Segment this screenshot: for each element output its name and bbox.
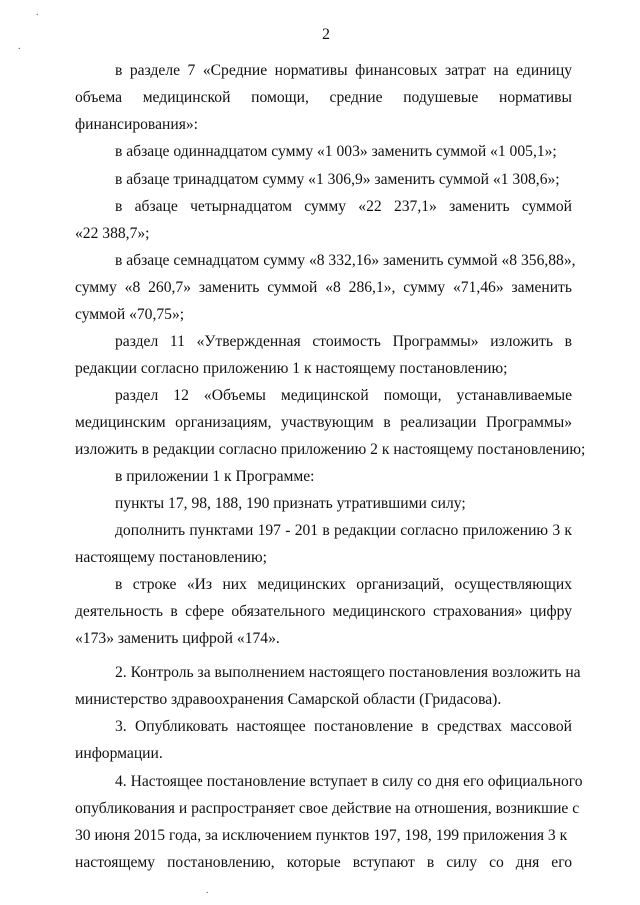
text-line: финансирования»:	[75, 116, 198, 133]
text-line: раздел 12 «Объемы медицинской помощи, устанавливаемые	[115, 387, 572, 404]
scan-speck: .	[18, 41, 21, 52]
text-line: «22 388,7»;	[75, 225, 150, 242]
text-line: в разделе 7 «Средние нормативы финансовых затрат на единицу	[115, 62, 572, 79]
text-line: 3. Опубликовать настоящее постановление в средствах массовой	[115, 718, 572, 735]
text-line: в приложении 1 к Программе:	[115, 468, 315, 485]
text-line: 2. Контроль за выполнением настоящего постановления возложить на	[115, 664, 581, 681]
text-line: в абзаце одиннадцатом сумму «1 003» заменить суммой «1 005,1»;	[115, 143, 557, 160]
text-line: раздел 11 «Утвержденная стоимость Программы» изложить в	[115, 333, 572, 350]
text-line: 4. Настоящее постановление вступает в силу со дня его официального	[115, 773, 583, 790]
text-line: медицинским организациям, участвующим в реализации Программы»	[75, 414, 572, 431]
text-line: опубликования и распространяет свое действие на отношения, возникшие с	[75, 800, 580, 817]
text-line: в абзаце тринадцатом сумму «1 306,9» заменить суммой «1 308,6»;	[115, 171, 560, 188]
text-line: суммой «70,75»;	[75, 306, 185, 323]
text-line: 30 июня 2015 года, за исключением пунктов 197, 198, 199 приложения 3 к	[75, 827, 568, 844]
text-line: сумму «8 260,7» заменить суммой «8 286,1», сумму «71,46» заменить	[75, 279, 572, 296]
text-line: «173» заменить цифрой «174».	[75, 630, 280, 647]
text-line: деятельность в сфере обязательного медицинского страхования» цифру	[75, 603, 572, 620]
text-line: в абзаце четырнадцатом сумму «22 237,1» заменить суммой	[115, 198, 572, 215]
text-line: министерство здравоохранения Самарской области (Гридасова).	[75, 691, 502, 708]
text-line: информации.	[75, 745, 163, 762]
text-line: редакции согласно приложению 1 к настоящему постановлению;	[75, 360, 508, 377]
scan-speck: .	[36, 7, 39, 18]
scan-speck: .	[206, 885, 209, 896]
text-line: объема медицинской помощи, средние подушевые нормативы	[75, 89, 572, 106]
text-line: настоящему постановлению;	[75, 549, 268, 566]
text-line: в строке «Из них медицинских организаций, осуществляющих	[115, 576, 572, 593]
text-line: изложить в редакции согласно приложению 2 к настоящему постановлению;	[75, 441, 586, 458]
text-line: настоящему постановлению, которые вступают в силу со дня его	[75, 854, 572, 871]
page-number: 2	[322, 26, 330, 43]
text-line: пункты 17, 98, 188, 190 признать утратившими силу;	[115, 495, 466, 512]
text-line: дополнить пунктами 197 - 201 в редакции согласно приложению 3 к	[115, 522, 572, 539]
text-line: в абзаце семнадцатом сумму «8 332,16» заменить суммой «8 356,88»,	[115, 252, 576, 269]
